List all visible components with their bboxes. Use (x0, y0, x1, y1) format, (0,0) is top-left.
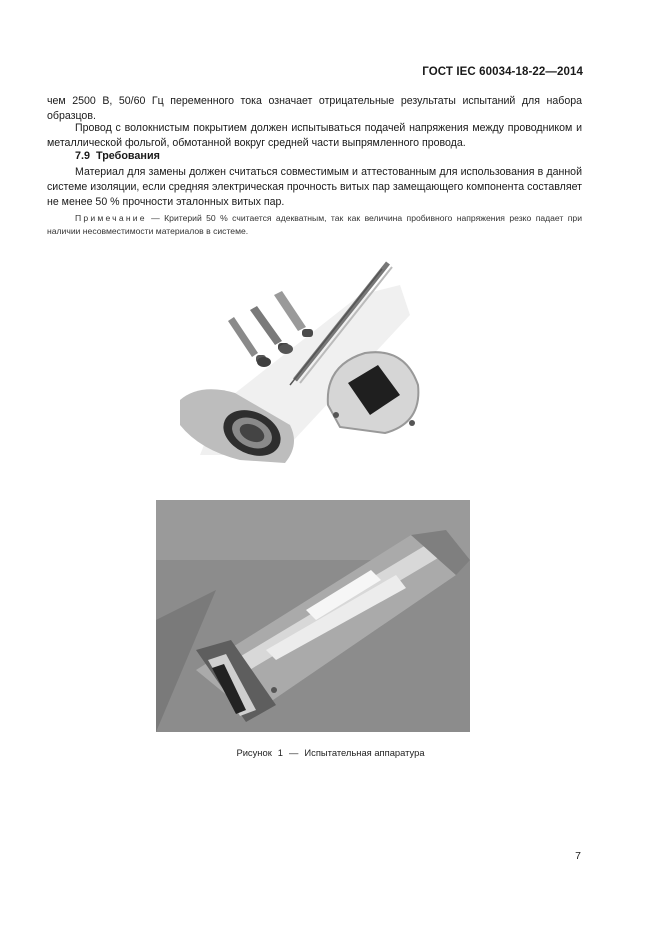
paragraph-fiber-coated-wire: Провод с волокнистым покрытием должен испытываться подачей напряжения между проводником и металлической фольгой, обмотанной вокруг средней части выпрямленного провода. (47, 122, 582, 149)
apparatus-parts-photo (160, 255, 490, 470)
section-title: Требования (96, 150, 160, 162)
right-housing (328, 352, 419, 433)
section-heading (75, 150, 160, 162)
apparatus-assembled-photo (156, 500, 470, 732)
note-text: — Критерий 50 % считается адекватным, так как величина пробивного напряжения резко падает при наличии несовместимости материалов в системе. (47, 213, 582, 236)
caption-dash: — (289, 747, 299, 758)
nut-2 (279, 344, 293, 354)
screw-3 (274, 291, 313, 337)
document-standard-header: ГОСТ IEC 60034-18-22—2014 (422, 66, 583, 78)
figure-caption (0, 747, 661, 758)
paragraph-requirements: Материал для замены должен считаться совместимым и аттестованным для использования в данной системе изоляции, если средняя электрическая прочность витых пар замещающего компонента составляет не менее 50 % прочности эталонных витых пар. (47, 166, 582, 208)
page-number: 7 (575, 850, 581, 862)
caption-label: Рисунок (236, 747, 272, 758)
caption-text: Испытательная аппаратура (304, 747, 425, 758)
paragraph-continuation: чем 2500 В, 50/60 Гц переменного тока означает отрицательные результаты испытаний для набора образцов. (47, 95, 582, 122)
section-number: 7.9 (75, 150, 91, 162)
note (47, 212, 582, 238)
nut-1 (257, 357, 271, 367)
screw-2 (250, 306, 289, 351)
caption-number: 1 (277, 747, 284, 758)
note-label: Примечание (75, 213, 147, 223)
